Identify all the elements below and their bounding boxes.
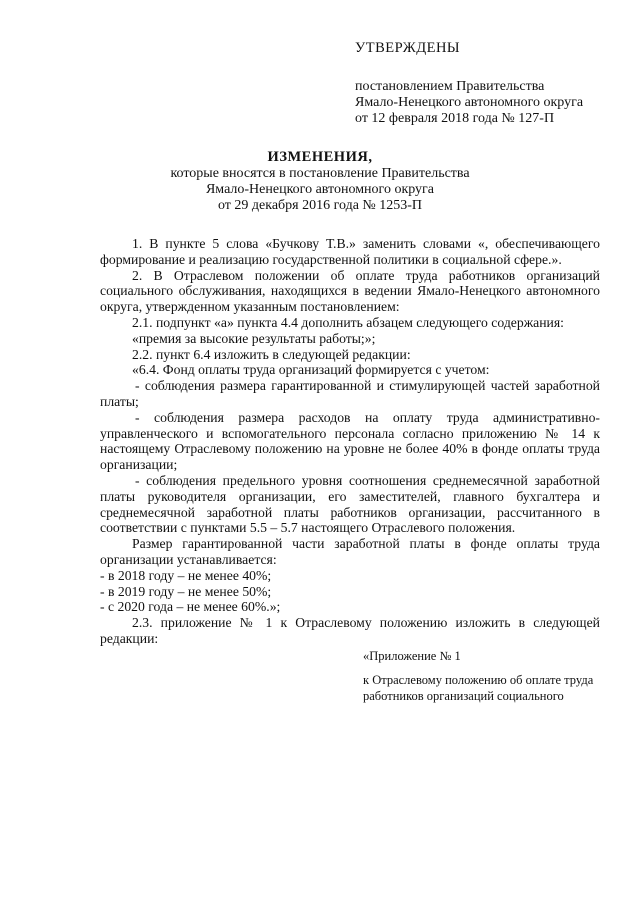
document-body [100, 236, 600, 647]
paragraph: 2.2. пункт 6.4 изложить в следующей редакции: [132, 346, 411, 362]
heading-line-2: Ямало-Ненецкого автономного округа [205, 182, 435, 197]
list-item: - соблюдения размера расходов на оплату труда административно-управленческого и вспомогательного персонала согласно приложению № 14 к настоящему Отраслевому положению на уровне не более 40% в фонде оплаты труда организации; [100, 409, 600, 473]
list-item: - в 2018 году – не менее 40%; [100, 567, 272, 583]
paragraph: Размер гарантированной части заработной платы в фонде оплаты труда организации устанавливается: [100, 536, 600, 567]
appendix-title: «Приложение № 1 [363, 649, 461, 663]
approval-line-3: от 12 февраля 2018 года № 127-П [355, 111, 555, 126]
heading-line-3: от 29 декабря 2016 года № 1253-П [217, 198, 423, 213]
approval-line-2: Ямало-Ненецкого автономного округа [355, 95, 584, 110]
list-item: - с 2020 года – не менее 60%.»; [100, 599, 281, 615]
approval-title: УТВЕРЖДЕНЫ [355, 40, 461, 56]
approval-line-1: постановлением Правительства [355, 79, 545, 94]
paragraph: 2. В Отраслевом положении об оплате труда работников организаций социального обслуживания, находящихся в ведении Ямало-Ненецкого автономного округа, утвержденном указанным постановлением: [100, 267, 600, 315]
list-item: - соблюдения предельного уровня соотношения среднемесячной заработной платы руководителя организации, его заместителей, главного бухгалтера и среднемесячной заработной платы работников организации, рассчитанного в соответствии с пунктами 5.5 – 5.7 настоящего Отраслевого положения. [100, 472, 600, 536]
paragraph: 1. В пункте 5 слова «Бучкову Т.В.» заменить словами «, обеспечивающего формирование и реализацию государственной политики в социальной сфере.». [100, 236, 600, 267]
document-heading: ИЗМЕНЕНИЯ, [267, 149, 373, 165]
list-item: - соблюдения размера гарантированной и стимулирующей частей заработной платы; [100, 378, 600, 409]
paragraph: 2.1. подпункт «а» пункта 4.4 дополнить абзацем следующего содержания: [132, 314, 564, 330]
paragraph: «6.4. Фонд оплаты труда организаций формируется с учетом: [132, 362, 490, 378]
paragraph: 2.3. приложение № 1 к Отраслевому положению изложить в следующей редакции: [100, 615, 600, 646]
paragraph: «премия за высокие результаты работы;»; [132, 330, 376, 346]
list-item: - в 2019 году – не менее 50%; [100, 583, 272, 599]
appendix-line-1: к Отраслевому положению об оплате труда [363, 673, 594, 687]
appendix-line-2: работников организаций социального [363, 689, 564, 703]
heading-line-1: которые вносятся в постановление Правительства [170, 166, 470, 181]
